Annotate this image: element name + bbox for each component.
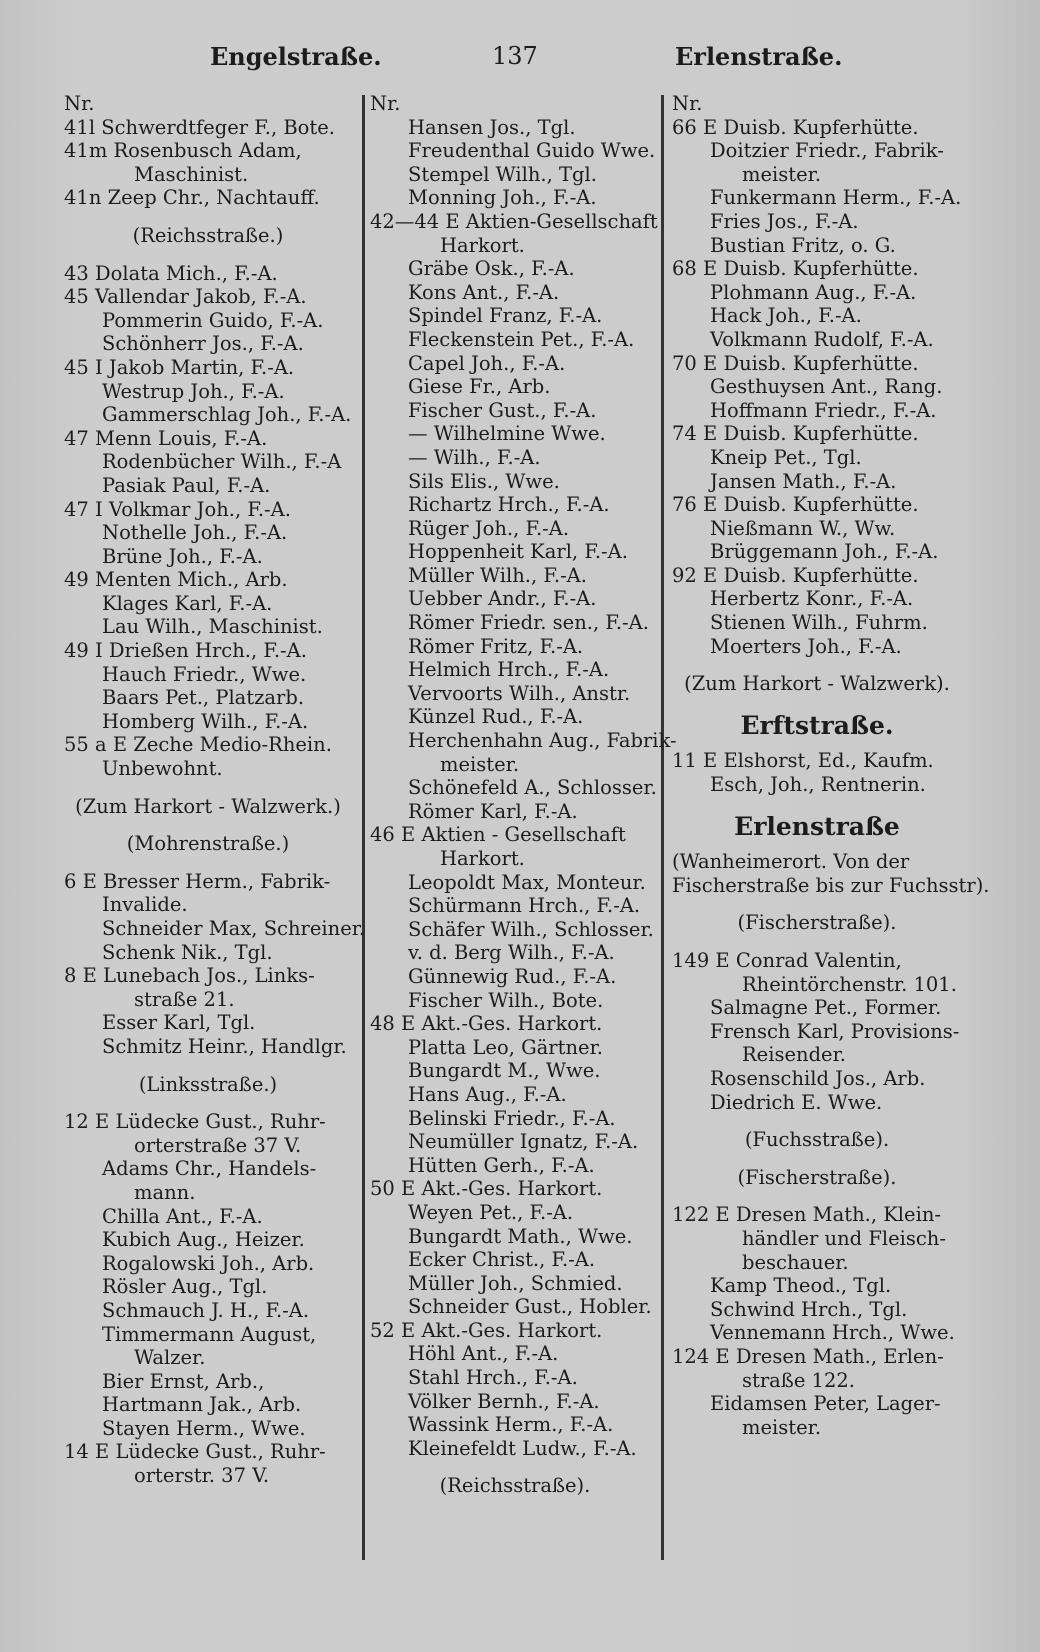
resident-entry: Richartz Hrch., F.-A. [408,493,610,517]
resident-entry: Unbewohnt. [102,757,223,781]
resident-entry: Schmitz Heinr., Handlgr. [102,1034,347,1058]
resident-entry: Römer Fritz, F.-A. [408,634,584,658]
column-divider [362,95,365,1560]
header-right-street: Erlenstraße. [675,42,843,71]
resident-entry: Jansen Math., F.-A. [710,469,897,493]
entry-continuation: meister. [742,162,822,186]
entry-continuation: meister. [742,1415,822,1439]
resident-entry: Schneider Gust., Hobler. [408,1295,652,1319]
resident-entry: Schäfer Wilh., Schlosser. [408,917,654,941]
resident-entry: Kneip Pet., Tgl. [710,445,862,469]
cross-street: (Mohrenstraße.) [126,832,290,856]
resident-entry: Schneider Max, Schreiner. [102,917,366,940]
resident-entry: Kleinefeldt Ludw., F.-A. [408,1436,637,1460]
resident-entry: Fries Jos., F.-A. [710,209,859,233]
house-entry: 52 E Akt.-Ges. Harkort. [370,1318,603,1342]
house-entry: 45 Vallendar Jakob, F.-A. [64,285,307,309]
spacer [64,248,352,262]
cross-street: (Fischerstraße). [737,1165,897,1189]
column-left [64,92,366,1488]
house-entry: 66 E Duisb. Kupferhütte. [672,115,919,139]
resident-entry: Hauch Friedr., Wwe. [102,662,307,686]
house-entry: 48 E Akt.-Ges. Harkort. [370,1012,603,1036]
resident-entry: Herbertz Konr., F.-A. [710,587,914,611]
resident-entry: Hartmann Jak., Arb. [102,1393,302,1417]
resident-entry: Höhl Ant., F.-A. [408,1342,559,1366]
resident-entry: Monning Joh., F.-A. [408,186,597,210]
house-entry: 149 E Conrad Valentin, [672,949,902,972]
house-entry: 6 E Bresser Herm., Fabrik- [64,869,331,893]
resident-entry: Esser Karl, Tgl. [102,1011,256,1035]
resident-entry: Künzel Rud., F.-A. [408,705,584,729]
spacer [672,658,962,672]
cross-street: (Reichsstraße.) [132,223,284,247]
house-entry: 50 E Akt.-Ges. Harkort. [370,1177,603,1201]
column-middle [370,92,677,1498]
resident-entry: Brüggemann Joh., F.-A. [710,540,939,564]
spacer [64,1059,352,1073]
entry-continuation: straße 21. [134,987,235,1011]
resident-entry: Müller Wilh., F.-A. [408,563,587,587]
entry-continuation: Reisender. [742,1043,846,1067]
house-entry: 122 E Dresen Math., Klein- [672,1203,941,1227]
resident-entry: Brüne Joh., F.-A. [102,544,263,568]
house-entry: 68 E Duisb. Kupferhütte. [672,257,919,281]
entry-continuation: Harkort. [440,233,525,257]
resident-entry: v. d. Berg Wilh., F.-A. [408,941,615,965]
house-entry: 70 E Duisb. Kupferhütte. [672,351,919,375]
resident-entry: Rosenschild Jos., Arb. [710,1066,926,1090]
resident-entry: Hans Aug., F.-A. [408,1082,567,1106]
entry-continuation: Maschinist. [134,162,249,186]
resident-entry: — Wilh., F.-A. [408,445,541,469]
entry-continuation: Walzer. [134,1346,206,1370]
entry-continuation: orterstraße 37 V. [134,1133,302,1157]
resident-entry: Doitzier Friedr., Fabrik- [710,139,944,163]
resident-entry: Spindel Franz, F.-A. [408,304,603,328]
resident-entry: Schönefeld A., Schlosser. [408,776,657,800]
resident-entry: Römer Friedr. sen., F.-A. [408,611,649,635]
resident-entry: Hoffmann Friedr., F.-A. [710,398,937,422]
resident-entry: Westrup Joh., F.-A. [102,379,285,403]
resident-entry: Bier Ernst, Arb., [102,1369,265,1393]
resident-entry: Fischer Wilh., Bote. [408,988,604,1012]
spacer [64,856,352,870]
resident-entry: Nothelle Joh., F.-A. [102,521,288,545]
resident-entry: Schönherr Jos., F.-A. [102,332,304,356]
resident-entry: Salmagne Pet., Former. [710,996,942,1020]
house-entry: 49 I Drießen Hrch., F.-A. [64,639,307,663]
header-left-street: Engelstraße. [210,42,382,71]
house-entry: 74 E Duisb. Kupferhütte. [672,422,919,446]
house-entry: 46 E Aktien - Gesellschaft [370,823,626,847]
resident-entry: Rogalowski Joh., Arb. [102,1251,315,1275]
resident-entry: Funkermann Herm., F.-A. [710,186,962,210]
spacer [64,1096,352,1110]
entry-continuation: straße 122. [742,1368,855,1392]
resident-entry: Volkmann Rudolf, F.-A. [710,327,934,351]
resident-entry: Hansen Jos., Tgl. [408,115,576,139]
entry-continuation: beschauer. [742,1250,849,1274]
resident-entry: Fleckenstein Pet., F.-A. [408,327,635,351]
resident-entry: Helmich Hrch., F.-A. [408,658,610,682]
resident-entry: Uebber Andr., F.-A. [408,587,597,611]
resident-entry: Rodenbücher Wilh., F.-A [102,450,342,474]
spacer [64,210,352,224]
cross-street: (Zum Harkort - Walzwerk.) [75,794,341,818]
resident-entry: Gräbe Osk., F.-A. [408,257,575,281]
house-entry: (Wanheimerort. Von der [672,850,910,874]
house-entry: 8 E Lunebach Jos., Links- [64,964,315,988]
entry-continuation: Harkort. [440,847,525,870]
entry-continuation: meister. [440,752,520,776]
house-entry: 41m Rosenbusch Adam, [64,139,302,163]
resident-entry: Sils Elis., Wwe. [408,469,560,493]
resident-entry: Timmermann August, [102,1322,317,1346]
resident-entry: Diedrich E. Wwe. [710,1090,883,1114]
house-entry: Nr. [370,92,401,115]
spacer [672,897,962,911]
resident-entry: Gammerschlag Joh., F.-A. [102,403,352,427]
spacer [672,1114,962,1128]
page-number: 137 [492,42,538,70]
house-entry: 47 Menn Louis, F.-A. [64,426,268,450]
resident-entry: Kons Ant., F.-A. [408,280,560,304]
spacer [370,1460,660,1474]
resident-entry: Nießmann W., Ww. [710,516,896,540]
resident-entry: Schenk Nik., Tgl. [102,940,273,964]
resident-entry: Bungardt Math., Wwe. [408,1224,633,1248]
house-entry: 42—44 E Aktien-Gesellschaft [370,209,658,233]
resident-entry: Frensch Karl, Provisions- [710,1019,960,1043]
house-entry: Fischerstraße bis zur Fuchsstr). [672,873,990,897]
resident-entry: Vennemann Hrch., Wwe. [710,1321,955,1345]
page-header [0,42,1040,82]
resident-entry: Stienen Wilh., Fuhrm. [710,611,928,635]
resident-entry: Hack Joh., F.-A. [710,304,862,328]
resident-entry: Kubich Aug., Heizer. [102,1228,305,1252]
resident-entry: Fischer Gust., F.-A. [408,398,597,422]
resident-entry: Bungardt M., Wwe. [408,1059,601,1083]
resident-entry: Platta Leo, Gärtner. [408,1035,603,1059]
resident-entry: Leopoldt Max, Monteur. [408,870,646,894]
house-entry: 49 Menten Mich., Arb. [64,568,288,592]
resident-entry: Völker Bernh., F.-A. [408,1389,600,1413]
resident-entry: Schürmann Hrch., F.-A. [408,894,641,918]
resident-entry: Adams Chr., Handels- [102,1157,317,1181]
spacer [672,1152,962,1166]
resident-entry: Invalide. [102,893,188,917]
spacer [672,1189,962,1203]
resident-entry: Wassink Herm., F.-A. [408,1413,614,1437]
resident-entry: Pommerin Guido, F.-A. [102,308,324,332]
house-entry: 41n Zeep Chr., Nachtauff. [64,186,320,210]
house-entry: 12 E Lüdecke Gust., Ruhr- [64,1110,326,1134]
resident-entry: Herchenhahn Aug., Fabrik- [408,729,677,753]
resident-entry: Baars Pet., Platzarb. [102,686,305,710]
resident-entry: Günnewig Rud., F.-A. [408,964,617,988]
resident-entry: Römer Karl, F.-A. [408,799,578,823]
resident-entry: Pasiak Paul, F.-A. [102,473,271,497]
house-entry: 41l Schwerdtfeger F., Bote. [64,115,335,139]
cross-street: (Reichsstraße). [439,1474,591,1498]
cross-street: (Fischerstraße). [737,911,897,935]
house-entry: Nr. [672,92,703,115]
house-entry: Nr. [64,92,95,115]
street-heading: Erlenstraße [734,811,900,841]
resident-entry: Neumüller Ignatz, F.-A. [408,1130,639,1154]
resident-entry: Stempel Wilh., Tgl. [408,162,597,186]
resident-entry: Hoppenheit Karl, F.-A. [408,540,628,564]
house-entry: 47 I Volkmar Joh., F.-A. [64,497,291,521]
house-entry: 11 E Elshorst, Ed., Kaufm. [672,749,934,773]
resident-entry: Rüger Joh., F.-A. [408,516,570,540]
resident-entry: Moerters Joh., F.-A. [710,634,902,658]
house-entry: 76 E Duisb. Kupferhütte. [672,493,919,517]
house-entry: 14 E Lüdecke Gust., Ruhr- [64,1440,326,1464]
resident-entry: Ecker Christ., F.-A. [408,1248,596,1272]
entry-continuation: orterstr. 37 V. [134,1464,270,1488]
resident-entry: Klages Karl, F.-A. [102,591,273,615]
resident-entry: Stayen Herm., Wwe. [102,1416,306,1440]
street-heading: Erftstraße. [740,710,894,740]
resident-entry: Müller Joh., Schmied. [408,1271,623,1295]
resident-entry: Bustian Fritz, o. G. [710,233,896,257]
resident-entry: Giese Fr., Arb. [408,375,551,399]
resident-entry: Esch, Joh., Rentnerin. [710,773,926,797]
resident-entry: Vervoorts Wilh., Anstr. [408,681,631,705]
spacer [64,818,352,832]
resident-entry: Belinski Friedr., F.-A. [408,1106,616,1130]
resident-entry: Schmauch J. H., F.-A. [102,1298,310,1322]
column-divider [661,95,664,1560]
house-entry: 124 E Dresen Math., Erlen- [672,1344,944,1368]
resident-entry: Gesthuysen Ant., Rang. [710,375,943,399]
house-entry: 92 E Duisb. Kupferhütte. [672,563,919,587]
resident-entry: Homberg Wilh., F.-A. [102,709,309,733]
cross-street: (Zum Harkort - Walzwerk). [684,672,950,696]
resident-entry: Rösler Aug., Tgl. [102,1275,268,1299]
house-entry: 45 I Jakob Martin, F.-A. [64,355,295,379]
spacer [64,781,352,795]
column-right [672,92,990,1439]
resident-entry: Eidamsen Peter, Lager- [710,1392,941,1416]
resident-entry: Chilla Ant., F.-A. [102,1204,263,1228]
resident-entry: Kamp Theod., Tgl. [710,1274,892,1298]
resident-entry: Stahl Hrch., F.-A. [408,1366,578,1390]
entry-continuation: Rheintörchenstr. 101. [742,972,957,996]
resident-entry: Schwind Hrch., Tgl. [710,1297,908,1321]
entry-continuation: mann. [134,1180,196,1204]
resident-entry: Hütten Gerh., F.-A. [408,1153,595,1177]
entry-continuation: händler und Fleisch- [742,1226,946,1250]
resident-entry: Capel Joh., F.-A. [408,351,566,375]
house-entry: 43 Dolata Mich., F.-A. [64,261,278,285]
resident-entry: Lau Wilh., Maschinist. [102,615,323,639]
resident-entry: Plohmann Aug., F.-A. [710,280,917,304]
cross-street: (Linksstraße.) [138,1072,278,1096]
resident-entry: Freudenthal Guido Wwe. [408,139,656,163]
cross-street: (Fuchsstraße). [744,1128,890,1152]
resident-entry: Weyen Pet., F.-A. [408,1200,574,1224]
spacer [672,935,962,949]
house-entry: 55 a E Zeche Medio-Rhein. [64,733,332,757]
resident-entry: — Wilhelmine Wwe. [408,422,606,446]
